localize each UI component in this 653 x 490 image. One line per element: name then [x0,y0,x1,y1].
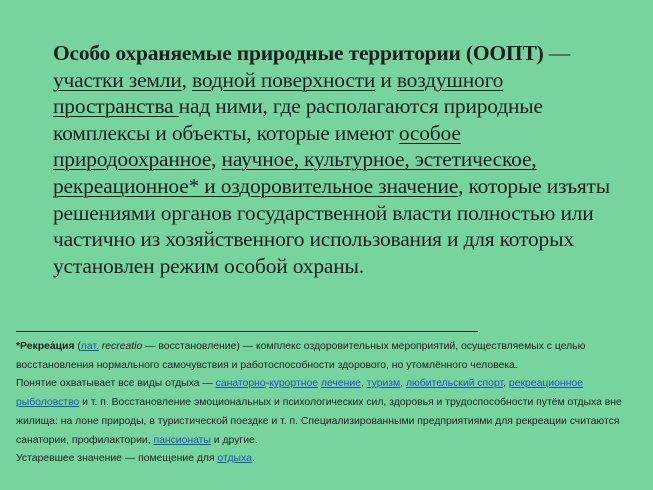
underlined-air: воздушного пространства [53,67,504,119]
underlined-land: участки земли [53,67,182,92]
text-fragment: - [265,378,270,390]
text-fragment: Устаревшее значение — помещение для [16,453,218,465]
link-pansionaty[interactable]: пансионаты [153,434,211,446]
text-fragment: и т. п. Восстановление эмоциональных и психологических сил, здоровья и трудоспособности путём отдыха вне жилища: на лоне природы, в туристической поездке и т. п. Специализированными предприятиями для рекреации считаются санатории, профилактории, [16,397,622,446]
text-fragment: , [503,378,509,390]
text-fragment: , [181,67,193,92]
text-fragment: и другие. [210,434,258,446]
text-fragment: . [251,453,255,465]
link-lechenie[interactable]: лечение [320,378,361,390]
term-heading: Особо охраняемые природные территории (ООПТ) [53,41,544,65]
text-fragment: , которые изъяты решениями органов государственной власти полностью или частично из хозяйственного использования и для которых установлен режим особой охраны. [53,173,610,278]
link-sanatorno[interactable]: санаторно [215,378,266,390]
underlined-water: водной поверхности [192,67,376,92]
footnote [16,338,646,469]
text-fragment: , [360,378,367,390]
footnote-divider [16,331,478,332]
latin-word: recreatio [98,341,143,352]
link-rybolovstvo[interactable]: рекреационное рыболовство [16,378,583,409]
text-fragment: , [400,378,406,390]
underlined-values: научное, культурное, эстетическое, рекреационное* и оздоровительное значение [53,147,537,198]
link-lat[interactable]: лат. [80,341,99,352]
footnote-definition: — восстановление) — комплекс оздоровительных мероприятий, осуществляемых с целью восстановления нормального самочувствия и работоспособности здорового, но утомлённого человека. [16,341,586,371]
link-otdyha[interactable]: отдыха [217,453,252,465]
text-fragment: , [211,147,222,172]
link-turizm[interactable]: туризм [366,378,401,390]
footnote-term: *Рекреа́ция [16,341,75,352]
link-sport[interactable]: любительский спорт [405,378,504,390]
link-kurortnoe[interactable]: курортное [269,378,319,390]
text-fragment: Понятие охватывает все виды отдыха — [16,378,216,390]
text-fragment: и [375,67,397,92]
underlined-special: особое природоохранное [53,120,461,172]
text-fragment: над ними, где располагаются природные комплексы и объекты, которые имеют [53,94,543,145]
dash: — [543,41,571,65]
definition-text [53,40,623,279]
text-fragment: ( [74,341,81,352]
